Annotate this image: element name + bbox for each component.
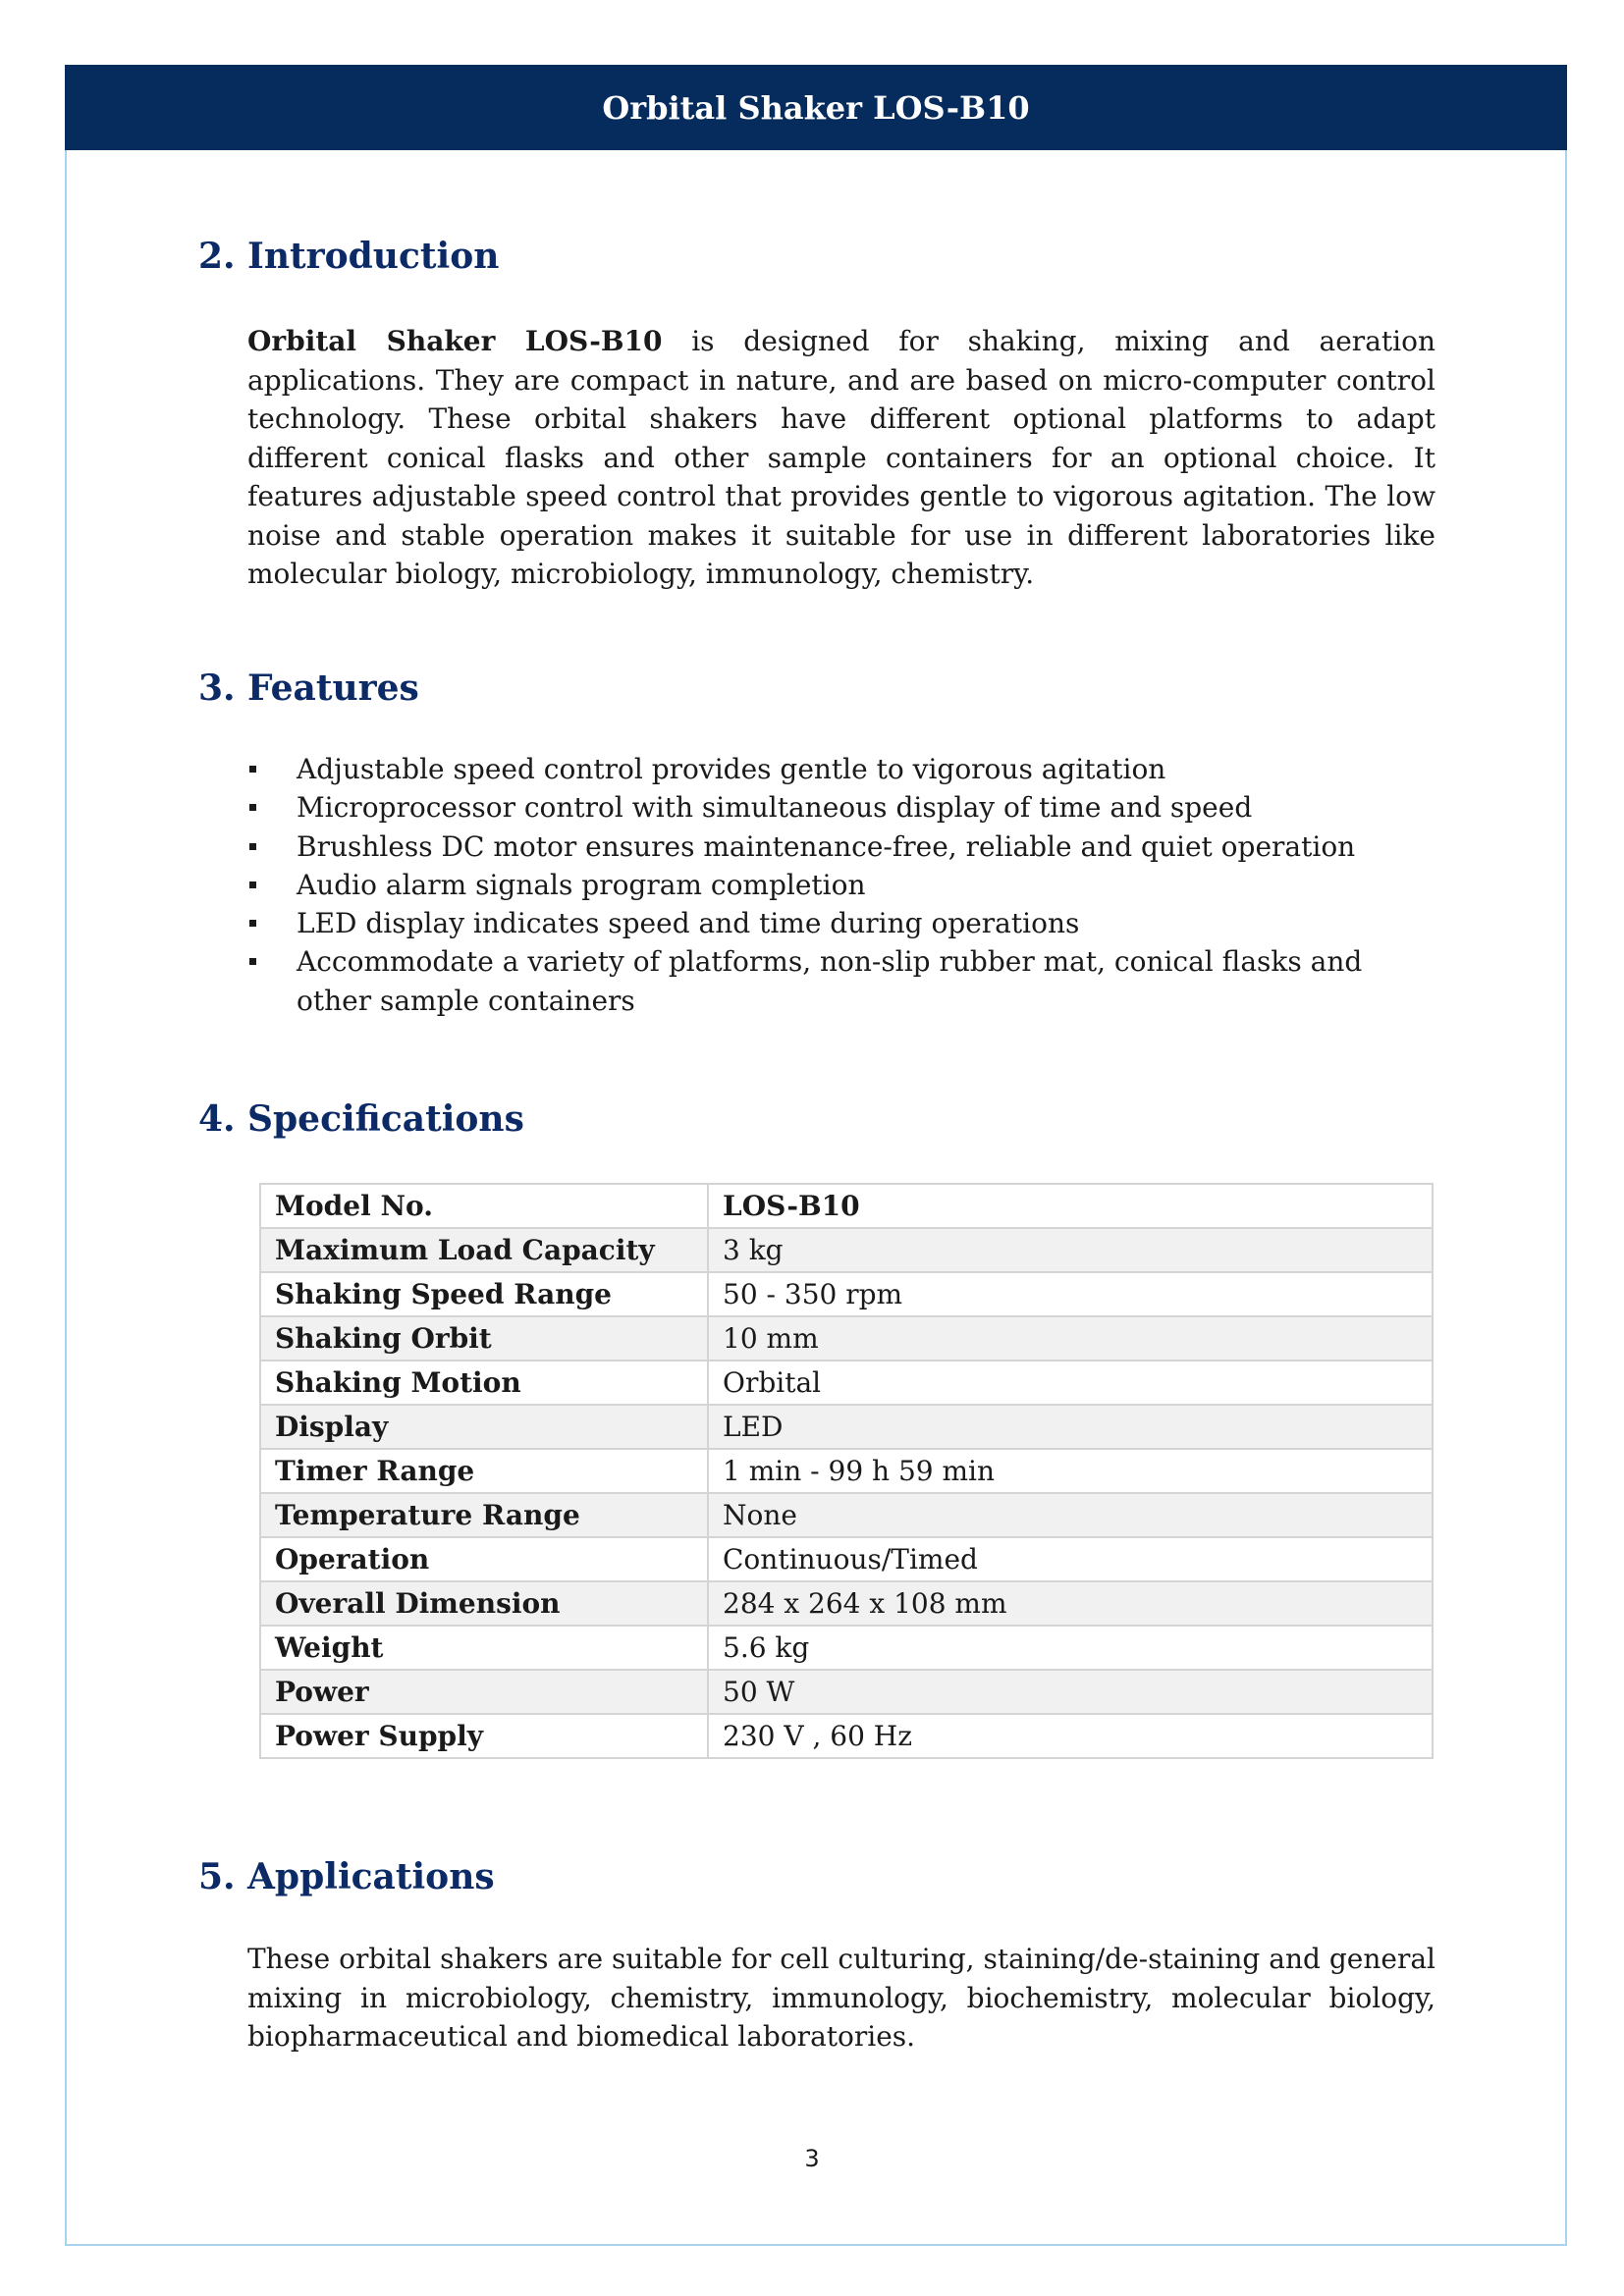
section-number: 3. xyxy=(198,667,236,709)
introduction-body: is designed for shaking, mixing and aeration applications. They are compact in nature, and are based on micro-computer control technology. These orbital shakers have different optional platforms to adapt different conical flasks and other sample containers for an optional choice. It features adjustable speed control that provides gentle to vigorous agitation. The low noise and stable operation makes it suitable for use in different laboratories like molecular biology, microbiology, immunology, chemistry. xyxy=(247,325,1435,590)
section-number: 5. xyxy=(198,1856,236,1897)
spec-value: 10 mm xyxy=(708,1316,1433,1361)
spec-value: Orbital xyxy=(708,1361,1433,1405)
introduction-heading xyxy=(198,236,499,277)
table-row xyxy=(260,1449,1433,1493)
spec-value: 230 V , 60 Hz xyxy=(708,1714,1433,1758)
spec-label: Overall Dimension xyxy=(260,1581,708,1626)
spec-label: Timer Range xyxy=(260,1449,708,1493)
list-item: LED display indicates speed and time during operations xyxy=(247,904,1435,942)
spec-label: Shaking Orbit xyxy=(260,1316,708,1361)
spec-value: None xyxy=(708,1493,1433,1537)
square-bullet-icon xyxy=(249,958,256,965)
specifications-table xyxy=(259,1183,1434,1759)
spec-label: Temperature Range xyxy=(260,1493,708,1537)
table-row xyxy=(260,1626,1433,1670)
spec-label: Operation xyxy=(260,1537,708,1581)
product-name: Orbital Shaker LOS-B10 xyxy=(247,325,663,357)
header-bar xyxy=(65,65,1567,150)
page-number: 3 xyxy=(804,2145,820,2172)
table-row xyxy=(260,1493,1433,1537)
list-item: Audio alarm signals program completion xyxy=(247,866,1435,904)
section-title: Introduction xyxy=(247,236,500,277)
table-row xyxy=(260,1228,1433,1272)
list-item: Microprocessor control with simultaneous display of time and speed xyxy=(247,788,1435,827)
spec-label: Weight xyxy=(260,1626,708,1670)
list-item: Adjustable speed control provides gentle to vigorous agitation xyxy=(247,750,1435,788)
applications-paragraph: These orbital shakers are suitable for cell culturing, staining/de-staining and general mixing in microbiology, chemistry, immunology, biochemistry, molecular biology, biopharmaceutical and biomedical laboratories. xyxy=(247,1943,1435,2053)
introduction-paragraph xyxy=(247,322,1435,594)
list-item: Brushless DC motor ensures maintenance-free, reliable and quiet operation xyxy=(247,828,1435,866)
square-bullet-icon xyxy=(249,804,256,811)
spec-value: 1 min - 99 h 59 min xyxy=(708,1449,1433,1493)
spec-value: Continuous/Timed xyxy=(708,1537,1433,1581)
spec-label: Power xyxy=(260,1670,708,1714)
section-title: Features xyxy=(247,667,419,709)
table-row xyxy=(260,1670,1433,1714)
spec-value: 50 - 350 rpm xyxy=(708,1272,1433,1316)
features-heading xyxy=(198,667,419,709)
spec-label: Shaking Speed Range xyxy=(260,1272,708,1316)
page-title: Orbital Shaker LOS-B10 xyxy=(602,88,1030,127)
spec-label: Model No. xyxy=(260,1184,708,1228)
applications-heading xyxy=(198,1856,495,1897)
table-row xyxy=(260,1714,1433,1758)
spec-value: 3 kg xyxy=(708,1228,1433,1272)
spec-label: Maximum Load Capacity xyxy=(260,1228,708,1272)
spec-value: LOS-B10 xyxy=(708,1184,1433,1228)
table-row xyxy=(260,1537,1433,1581)
spec-label: Shaking Motion xyxy=(260,1361,708,1405)
spec-label: Display xyxy=(260,1405,708,1449)
table-row xyxy=(260,1581,1433,1626)
section-number: 2. xyxy=(198,236,236,277)
spec-value: 5.6 kg xyxy=(708,1626,1433,1670)
table-row xyxy=(260,1361,1433,1405)
square-bullet-icon xyxy=(249,881,256,888)
list-item: Accommodate a variety of platforms, non-slip rubber mat, conical flasks and other sample containers xyxy=(247,942,1435,1020)
spec-value: 284 x 264 x 108 mm xyxy=(708,1581,1433,1626)
section-title: Applications xyxy=(247,1856,495,1897)
spec-value: 50 W xyxy=(708,1670,1433,1714)
table-row xyxy=(260,1405,1433,1449)
table-row xyxy=(260,1184,1433,1228)
table-row xyxy=(260,1316,1433,1361)
section-number: 4. xyxy=(198,1098,236,1140)
specifications-heading xyxy=(198,1098,524,1140)
table-row xyxy=(260,1272,1433,1316)
square-bullet-icon xyxy=(249,920,256,927)
section-title: Specifications xyxy=(247,1098,524,1140)
square-bullet-icon xyxy=(249,843,256,850)
square-bullet-icon xyxy=(249,766,256,773)
features-list xyxy=(247,750,1435,1020)
spec-value: LED xyxy=(708,1405,1433,1449)
spec-label: Power Supply xyxy=(260,1714,708,1758)
